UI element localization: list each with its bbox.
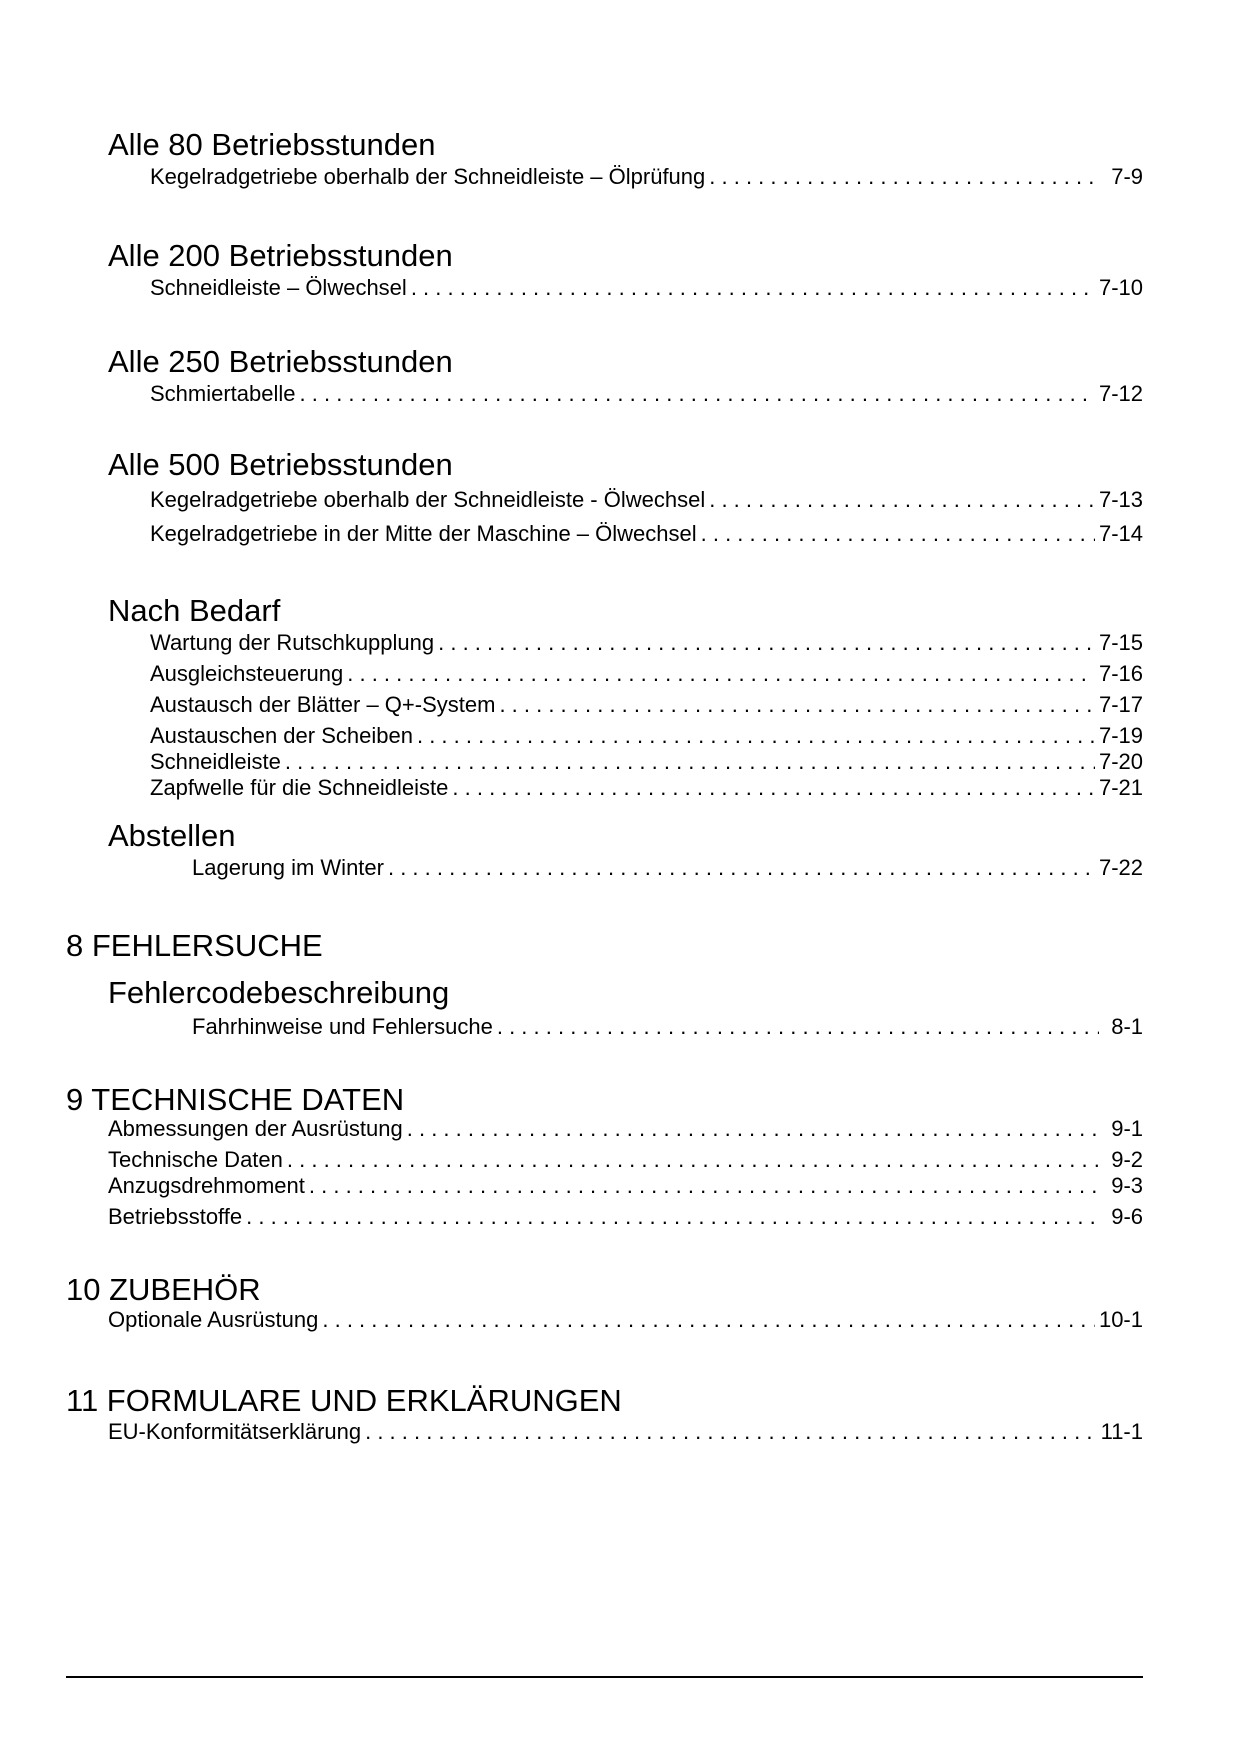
toc-entry-label: Austausch der Blätter – Q+-System [150,692,496,717]
toc-entry-page: 9-1 [1111,1116,1143,1141]
chapter-title: 9 TECHNISCHE DATEN [66,1082,405,1117]
dot-leader [287,1147,1099,1173]
toc-entry-page: 9-2 [1111,1147,1143,1172]
dot-leader [411,275,1095,301]
toc-entry-label: Austauschen der Scheiben [150,723,413,748]
toc-entry[interactable] [150,692,1143,718]
toc-entry-label: Abmessungen der Ausrüstung [108,1116,403,1141]
toc-entry[interactable] [108,1147,1143,1173]
toc-entry-label: Anzugsdrehmoment [108,1173,305,1198]
chapter-title: 10 ZUBEHÖR [66,1272,261,1307]
dot-leader [347,661,1095,687]
dot-leader [322,1307,1095,1333]
toc-entry-page: 7-10 [1098,275,1143,300]
toc-entry[interactable] [108,1307,1143,1333]
toc-entry[interactable] [150,275,1143,301]
toc-entry-label: Zapfwelle für die Schneidleiste [150,775,449,800]
toc-entry-page: 7-12 [1098,381,1143,406]
toc-entry-page: 8-1 [1111,1014,1143,1039]
toc-entry-page: 9-3 [1111,1173,1143,1198]
dot-leader [300,381,1095,407]
toc-entry-label: Kegelradgetriebe oberhalb der Schneidleiste - Ölwechsel [150,487,706,512]
chapter-title: 8 FEHLERSUCHE [66,928,323,963]
toc-entry-page: 7-13 [1098,487,1143,512]
section-heading-as-needed: Nach Bedarf [108,593,281,628]
toc-entry[interactable] [150,630,1143,656]
toc-entry-page: 7-15 [1098,630,1143,655]
chapter-title: 11 FORMULARE UND ERKLÄRUNGEN [66,1383,622,1418]
toc-entry[interactable] [150,164,1143,190]
toc-entry[interactable] [192,855,1143,881]
dot-leader [285,749,1095,775]
toc-entry-label: Ausgleichsteuerung [150,661,344,686]
toc-entry[interactable] [150,775,1143,801]
dot-leader [497,1014,1099,1040]
toc-entry[interactable] [108,1116,1143,1142]
toc-entry[interactable] [108,1173,1143,1199]
dot-leader [388,855,1095,881]
toc-entry[interactable] [192,1014,1143,1040]
section-heading-storage: Abstellen [108,818,236,853]
toc-entry[interactable] [150,723,1143,749]
toc-entry-page: 7-9 [1111,164,1143,189]
toc-entry-label: Optionale Ausrüstung [108,1307,319,1332]
toc-entry[interactable] [150,521,1143,547]
toc-entry[interactable] [108,1419,1143,1445]
toc-entry-label: EU-Konformitätserklärung [108,1419,362,1444]
dot-leader [709,487,1095,513]
toc-entry[interactable] [150,381,1143,407]
toc-entry-label: Schmiertabelle [150,381,296,406]
toc-entry-page: 11-1 [1100,1419,1143,1444]
section-heading-error-codes: Fehlercodebeschreibung [108,975,450,1010]
dot-leader [438,630,1095,656]
toc-entry-page: 7-22 [1098,855,1143,880]
toc-entry-page: 7-17 [1098,692,1143,717]
dot-leader [709,164,1099,190]
toc-entry-label: Lagerung im Winter [192,855,384,880]
toc-entry[interactable] [150,487,1143,513]
dot-leader [309,1173,1099,1199]
toc-entry-label: Betriebsstoffe [108,1204,243,1229]
toc-entry-page: 7-16 [1098,661,1143,686]
toc-entry-page: 9-6 [1111,1204,1143,1229]
toc-entry[interactable] [108,1204,1143,1230]
dot-leader [407,1116,1099,1142]
toc-entry-page: 7-21 [1098,775,1143,800]
dot-leader [246,1204,1099,1230]
footer-rule [66,1676,1143,1678]
toc-entry-page: 10-1 [1098,1307,1143,1332]
toc-entry-page: 7-14 [1098,521,1143,546]
dot-leader [701,521,1095,547]
toc-entry-page: 7-19 [1098,723,1143,748]
dot-leader [365,1419,1096,1445]
section-heading-500h: Alle 500 Betriebsstunden [108,447,453,482]
dot-leader [417,723,1095,749]
toc-entry-label: Schneidleiste [150,749,281,774]
toc-entry[interactable] [150,749,1143,775]
toc-entry-page: 7-20 [1098,749,1143,774]
toc-entry-label: Kegelradgetriebe in der Mitte der Maschine – Ölwechsel [150,521,697,546]
section-heading-80h: Alle 80 Betriebsstunden [108,127,436,162]
dot-leader [452,775,1095,801]
dot-leader [499,692,1095,718]
section-heading-250h: Alle 250 Betriebsstunden [108,344,453,379]
toc-entry-label: Schneidleiste – Ölwechsel [150,275,407,300]
section-heading-200h: Alle 200 Betriebsstunden [108,238,453,273]
toc-entry-label: Kegelradgetriebe oberhalb der Schneidleiste – Ölprüfung [150,164,706,189]
toc-entry-label: Wartung der Rutschkupplung [150,630,435,655]
toc-entry-label: Fahrhinweise und Fehlersuche [192,1014,493,1039]
toc-entry[interactable] [150,661,1143,687]
toc-entry-label: Technische Daten [108,1147,283,1172]
